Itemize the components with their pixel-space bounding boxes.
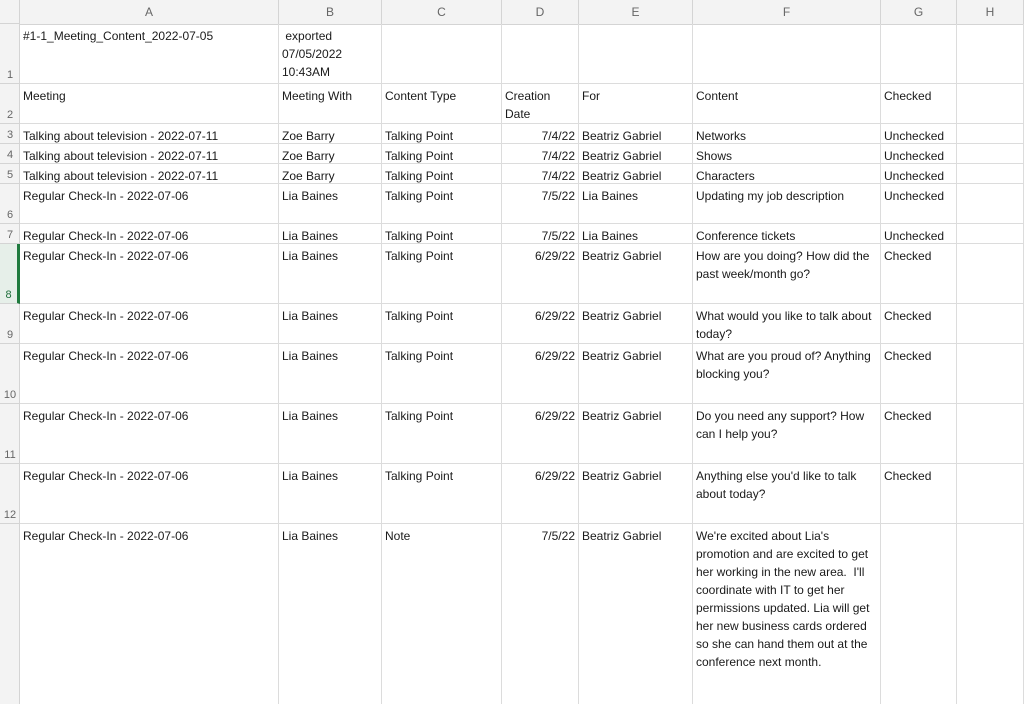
- cell-for[interactable]: Beatriz Gabriel: [579, 524, 693, 704]
- cell-for[interactable]: Beatriz Gabriel: [579, 464, 693, 524]
- cell-content-type[interactable]: Talking Point: [382, 304, 502, 344]
- cell-a1-title[interactable]: #1-1_Meeting_Content_2022-07-05: [20, 24, 279, 84]
- cell-h2[interactable]: [957, 84, 1024, 124]
- cell-meeting-with[interactable]: Lia Baines: [279, 524, 382, 704]
- column-header-g[interactable]: G: [881, 0, 957, 24]
- cell-content-type[interactable]: Talking Point: [382, 224, 502, 244]
- header-checked[interactable]: Checked: [881, 84, 957, 124]
- row-header-9[interactable]: 9: [0, 304, 20, 344]
- cell-creation-date[interactable]: 6/29/22: [502, 244, 579, 304]
- row-header-11[interactable]: 11: [0, 404, 20, 464]
- cell-for[interactable]: Beatriz Gabriel: [579, 404, 693, 464]
- cell-d1[interactable]: [502, 24, 579, 84]
- row-header-2[interactable]: 2: [0, 84, 20, 124]
- cell-for[interactable]: Beatriz Gabriel: [579, 344, 693, 404]
- cell-meeting[interactable]: Regular Check-In - 2022-07-06: [20, 244, 279, 304]
- row-header-12[interactable]: 12: [0, 464, 20, 524]
- cell-for[interactable]: Lia Baines: [579, 184, 693, 224]
- row-header-3[interactable]: 3: [0, 124, 20, 144]
- cell-checked[interactable]: Unchecked: [881, 124, 957, 144]
- cell-e1[interactable]: [579, 24, 693, 84]
- cell-content-type[interactable]: Talking Point: [382, 404, 502, 464]
- cell-creation-date[interactable]: 7/5/22: [502, 184, 579, 224]
- header-content-type[interactable]: Content Type: [382, 84, 502, 124]
- cell-checked[interactable]: Unchecked: [881, 224, 957, 244]
- cell-content-type[interactable]: Note: [382, 524, 502, 704]
- row-header-10[interactable]: 10: [0, 344, 20, 404]
- cell-meeting[interactable]: Regular Check-In - 2022-07-06: [20, 224, 279, 244]
- row-header-4[interactable]: 4: [0, 144, 20, 164]
- cell-empty[interactable]: [957, 344, 1024, 404]
- cell-content[interactable]: How are you doing? How did the past week/month go?: [693, 244, 881, 304]
- row-header-8[interactable]: 8: [0, 244, 20, 304]
- cell-for[interactable]: Beatriz Gabriel: [579, 164, 693, 184]
- cell-checked[interactable]: Checked: [881, 244, 957, 304]
- cell-creation-date[interactable]: 6/29/22: [502, 344, 579, 404]
- cell-meeting-with[interactable]: Lia Baines: [279, 184, 382, 224]
- cell-f1[interactable]: [693, 24, 881, 84]
- cell-checked[interactable]: Unchecked: [881, 184, 957, 224]
- cell-content-type[interactable]: Talking Point: [382, 344, 502, 404]
- cell-meeting[interactable]: Talking about television - 2022-07-11: [20, 164, 279, 184]
- cell-checked[interactable]: Unchecked: [881, 144, 957, 164]
- column-header-b[interactable]: B: [279, 0, 382, 24]
- cell-for[interactable]: Beatriz Gabriel: [579, 244, 693, 304]
- cell-empty[interactable]: [957, 184, 1024, 224]
- cell-for[interactable]: Beatriz Gabriel: [579, 124, 693, 144]
- cell-meeting-with[interactable]: Lia Baines: [279, 244, 382, 304]
- cell-h1[interactable]: [957, 24, 1024, 84]
- cell-meeting-with[interactable]: Lia Baines: [279, 224, 382, 244]
- cell-meeting-with[interactable]: Lia Baines: [279, 464, 382, 524]
- cell-meeting[interactable]: Regular Check-In - 2022-07-06: [20, 464, 279, 524]
- cell-empty[interactable]: [957, 304, 1024, 344]
- cell-creation-date[interactable]: 7/4/22: [502, 164, 579, 184]
- select-all-corner[interactable]: [0, 0, 20, 24]
- cell-checked[interactable]: Unchecked: [881, 164, 957, 184]
- cell-meeting[interactable]: Regular Check-In - 2022-07-06: [20, 304, 279, 344]
- cell-c1[interactable]: [382, 24, 502, 84]
- cell-content-type[interactable]: Talking Point: [382, 164, 502, 184]
- cell-meeting-with[interactable]: Zoe Barry: [279, 124, 382, 144]
- cell-meeting[interactable]: Regular Check-In - 2022-07-06: [20, 344, 279, 404]
- cell-meeting[interactable]: Regular Check-In - 2022-07-06: [20, 184, 279, 224]
- cell-content-type[interactable]: Talking Point: [382, 184, 502, 224]
- cell-empty[interactable]: [957, 524, 1024, 704]
- cell-content[interactable]: Shows: [693, 144, 881, 164]
- column-header-d[interactable]: D: [502, 0, 579, 24]
- cell-checked[interactable]: [881, 524, 957, 704]
- cell-content[interactable]: Conference tickets: [693, 224, 881, 244]
- row-header-7[interactable]: 7: [0, 224, 20, 244]
- cell-meeting-with[interactable]: Lia Baines: [279, 344, 382, 404]
- row-header-5[interactable]: 5: [0, 164, 20, 184]
- column-header-e[interactable]: E: [579, 0, 693, 24]
- header-content[interactable]: Content: [693, 84, 881, 124]
- cell-checked[interactable]: Checked: [881, 464, 957, 524]
- cell-content[interactable]: Anything else you'd like to talk about today?: [693, 464, 881, 524]
- cell-meeting[interactable]: Talking about television - 2022-07-11: [20, 124, 279, 144]
- cell-content[interactable]: Updating my job description: [693, 184, 881, 224]
- header-meeting-with[interactable]: Meeting With: [279, 84, 382, 124]
- cell-for[interactable]: Beatriz Gabriel: [579, 144, 693, 164]
- row-header-6[interactable]: 6: [0, 184, 20, 224]
- cell-creation-date[interactable]: 7/5/22: [502, 524, 579, 704]
- cell-meeting-with[interactable]: Zoe Barry: [279, 144, 382, 164]
- cell-creation-date[interactable]: 6/29/22: [502, 464, 579, 524]
- cell-empty[interactable]: [957, 144, 1024, 164]
- cell-content-note[interactable]: We're excited about Lia's promotion and are excited to get her working in the new area. I'll coordinate with IT to get her permissions updated. Lia will get her new business cards ordered so she can hand them out at the conference next month.: [693, 524, 881, 704]
- cell-meeting[interactable]: Regular Check-In - 2022-07-06: [20, 404, 279, 464]
- cell-content-type[interactable]: Talking Point: [382, 144, 502, 164]
- cell-checked[interactable]: Checked: [881, 304, 957, 344]
- cell-content[interactable]: Networks: [693, 124, 881, 144]
- cell-meeting-with[interactable]: Lia Baines: [279, 404, 382, 464]
- cell-creation-date[interactable]: 6/29/22: [502, 304, 579, 344]
- column-header-f[interactable]: F: [693, 0, 881, 24]
- header-creation-date[interactable]: Creation Date: [502, 84, 579, 124]
- cell-g1[interactable]: [881, 24, 957, 84]
- cell-meeting-with[interactable]: Lia Baines: [279, 304, 382, 344]
- cell-empty[interactable]: [957, 164, 1024, 184]
- cell-content[interactable]: What are you proud of? Anything blocking you?: [693, 344, 881, 404]
- cell-content[interactable]: Characters: [693, 164, 881, 184]
- cell-content-type[interactable]: Talking Point: [382, 244, 502, 304]
- column-header-c[interactable]: C: [382, 0, 502, 24]
- row-header-1[interactable]: 1: [0, 24, 20, 84]
- cell-meeting-with[interactable]: Zoe Barry: [279, 164, 382, 184]
- cell-meeting[interactable]: Talking about television - 2022-07-11: [20, 144, 279, 164]
- header-for[interactable]: For: [579, 84, 693, 124]
- cell-content-type[interactable]: Talking Point: [382, 124, 502, 144]
- cell-for[interactable]: Lia Baines: [579, 224, 693, 244]
- cell-b1-exported[interactable]: exported 07/05/2022 10:43AM: [279, 24, 382, 84]
- cell-empty[interactable]: [957, 224, 1024, 244]
- cell-empty[interactable]: [957, 244, 1024, 304]
- cell-empty[interactable]: [957, 464, 1024, 524]
- header-meeting[interactable]: Meeting: [20, 84, 279, 124]
- cell-empty[interactable]: [957, 404, 1024, 464]
- cell-creation-date[interactable]: 6/29/22: [502, 404, 579, 464]
- column-header-h[interactable]: H: [957, 0, 1024, 24]
- cell-checked[interactable]: Checked: [881, 344, 957, 404]
- cell-content[interactable]: What would you like to talk about today?: [693, 304, 881, 344]
- cell-creation-date[interactable]: 7/4/22: [502, 144, 579, 164]
- cell-empty[interactable]: [957, 124, 1024, 144]
- cell-creation-date[interactable]: 7/4/22: [502, 124, 579, 144]
- cell-creation-date[interactable]: 7/5/22: [502, 224, 579, 244]
- cell-checked[interactable]: Checked: [881, 404, 957, 464]
- cell-for[interactable]: Beatriz Gabriel: [579, 304, 693, 344]
- cell-content-type[interactable]: Talking Point: [382, 464, 502, 524]
- cell-meeting[interactable]: Regular Check-In - 2022-07-06: [20, 524, 279, 704]
- cell-content[interactable]: Do you need any support? How can I help you?: [693, 404, 881, 464]
- row-header-13[interactable]: [0, 524, 20, 704]
- column-header-a[interactable]: A: [20, 0, 279, 24]
